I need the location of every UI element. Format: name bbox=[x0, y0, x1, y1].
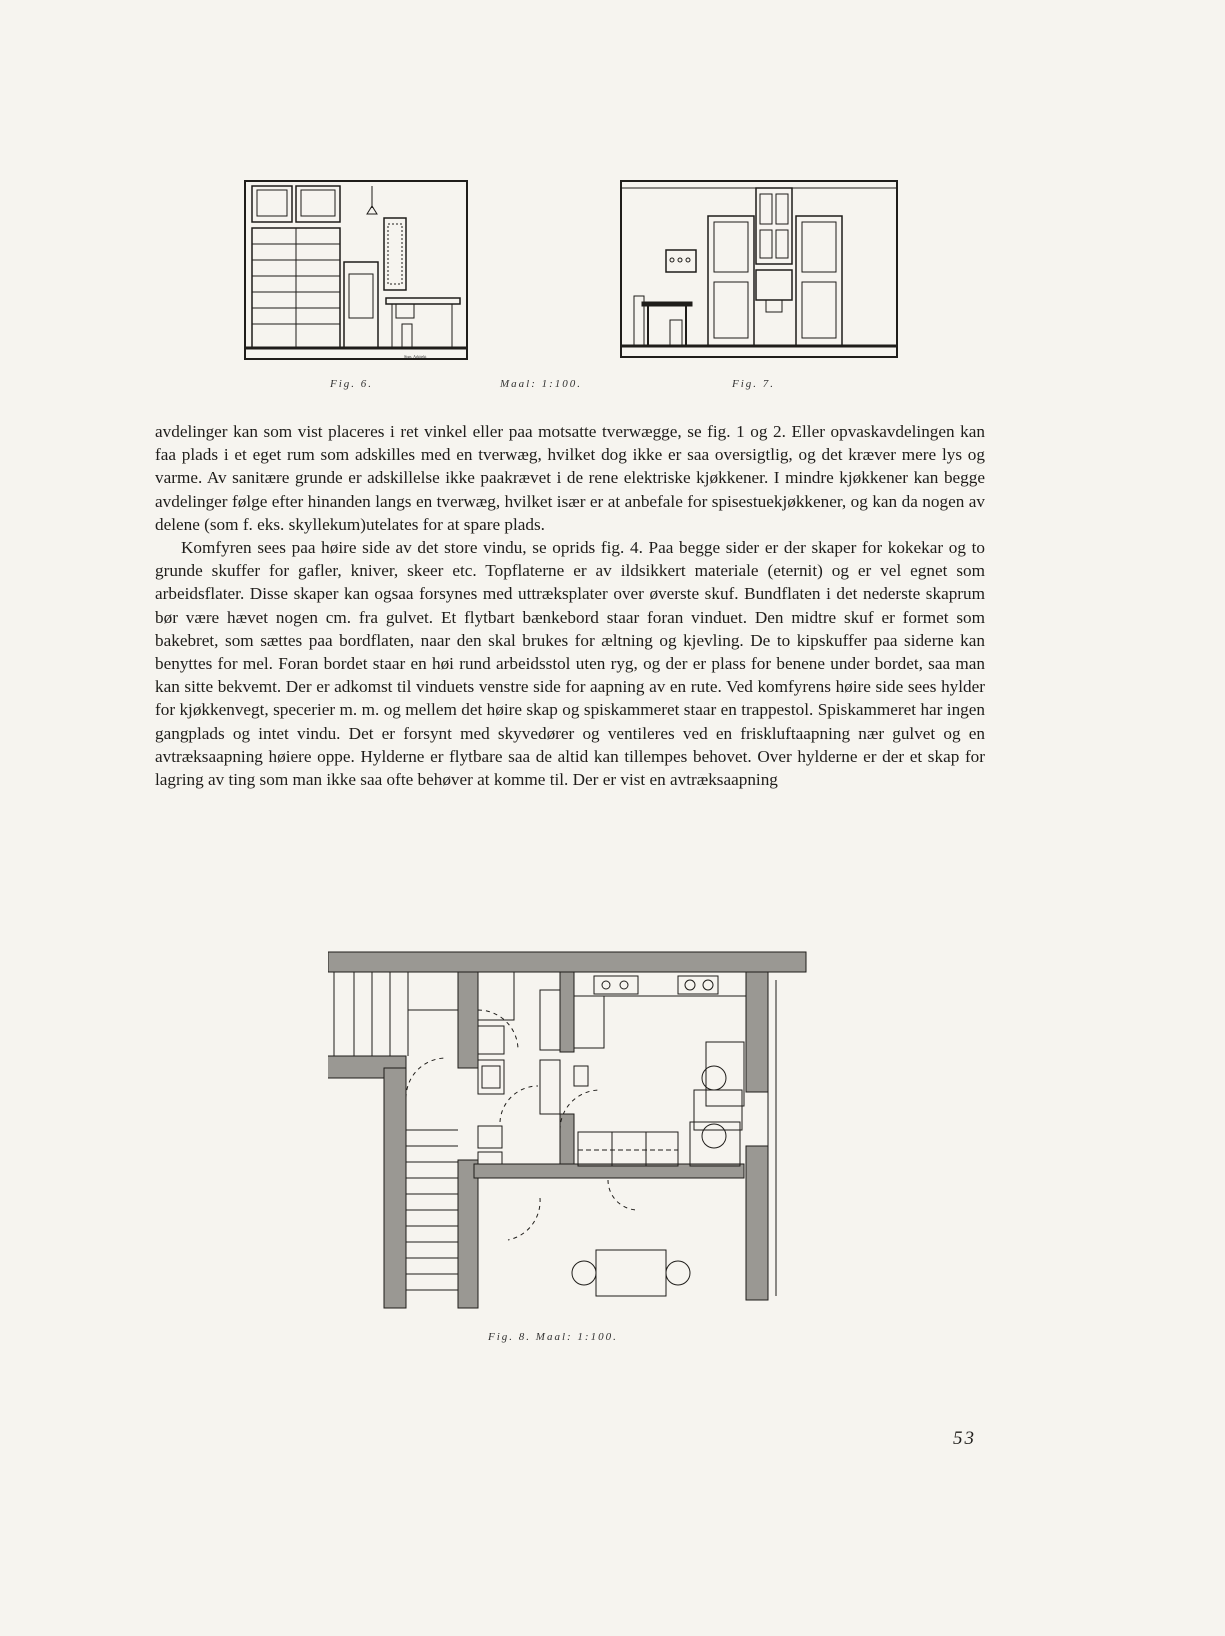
figure-7-caption: Fig. 7. bbox=[732, 378, 776, 390]
figures-scale-caption: Maal: 1:100. bbox=[500, 378, 583, 390]
figure-8-caption: Fig. 8. Maal: 1:100. bbox=[488, 1331, 618, 1343]
figure-7-elevation bbox=[620, 180, 898, 360]
svg-text:Sign. Arkitekt: Sign. Arkitekt bbox=[404, 354, 427, 359]
figure-6-elevation bbox=[244, 180, 468, 362]
body-text bbox=[155, 420, 985, 791]
page-number: 53 bbox=[953, 1428, 976, 1449]
paragraph-1: avdelinger kan som vist placeres i ret vinkel eller paa motsatte tverwægge, se fig. 1 og 2. Eller opvaskavdelingen kan faa plads i et eget rum som adskilles med en tverwæg, hvilket dog ikke er saa oversigtlig, og det kræver mere lys og varme. Av sanitære grunde er adskillelse ikke paakrævet i de rene elektriske kjøkkener. I mindre kjøkkener kan begge avdelinger følge efter hinanden langs en tverwæg, hvilket især er at anbefale for spisestuekjøkkener, og kan da nogen av delene (som f. eks. skyllekum)utelates for at spare plads. bbox=[155, 422, 985, 534]
paragraph-2: Komfyren sees paa høire side av det store vindu, se oprids fig. 4. Paa begge sider er der skaper for kokekar og to grunde skuffer for gafler, kniver, skeer etc. Topflaterne er av ildsikkert materiale (eternit) og er vel egnet som arbeidsflater. Disse skaper kan ogsaa forsynes med uttræksplater over øverste skuf. Bundflaten i det nederste skaprum bør være hævet nogen cm. fra gulvet. Et flytbart bænkebord staar foran vinduet. Den midtre skuf er formet som bakebret, som sættes paa bordflaten, naar den skal brukes for æltning og kjevling. De to kipskuffer paa siderne kan benyttes for mel. Foran bordet staar en høi rund arbeidsstol uten ryg, og der er plass for benene under bordet, saa man kan sitte bekvemt. Der er adkomst til vinduets venstre side for aapning av en rute. Ved komfyrens høire side sees hylder for kjøkkenvegt, specerier m. m. og mellem det høire skap og spiskammeret staar en trappestol. Spiskammeret har ingen gangplads og intet vindu. Det er forsynt med skyvedører og ventileres ved en friskluftaapning nær gulvet og en avtræksaapning høiere oppe. Hylderne er flytbare saa de altid kan tillempes behovet. Over hylderne er der et skap for lagring av ting som man ikke saa ofte behøver at komme til. Der er vist en avtræksaapning bbox=[155, 538, 985, 790]
figure-6-caption: Fig. 6. bbox=[330, 378, 374, 390]
figure-8-floor-plan bbox=[328, 950, 808, 1320]
